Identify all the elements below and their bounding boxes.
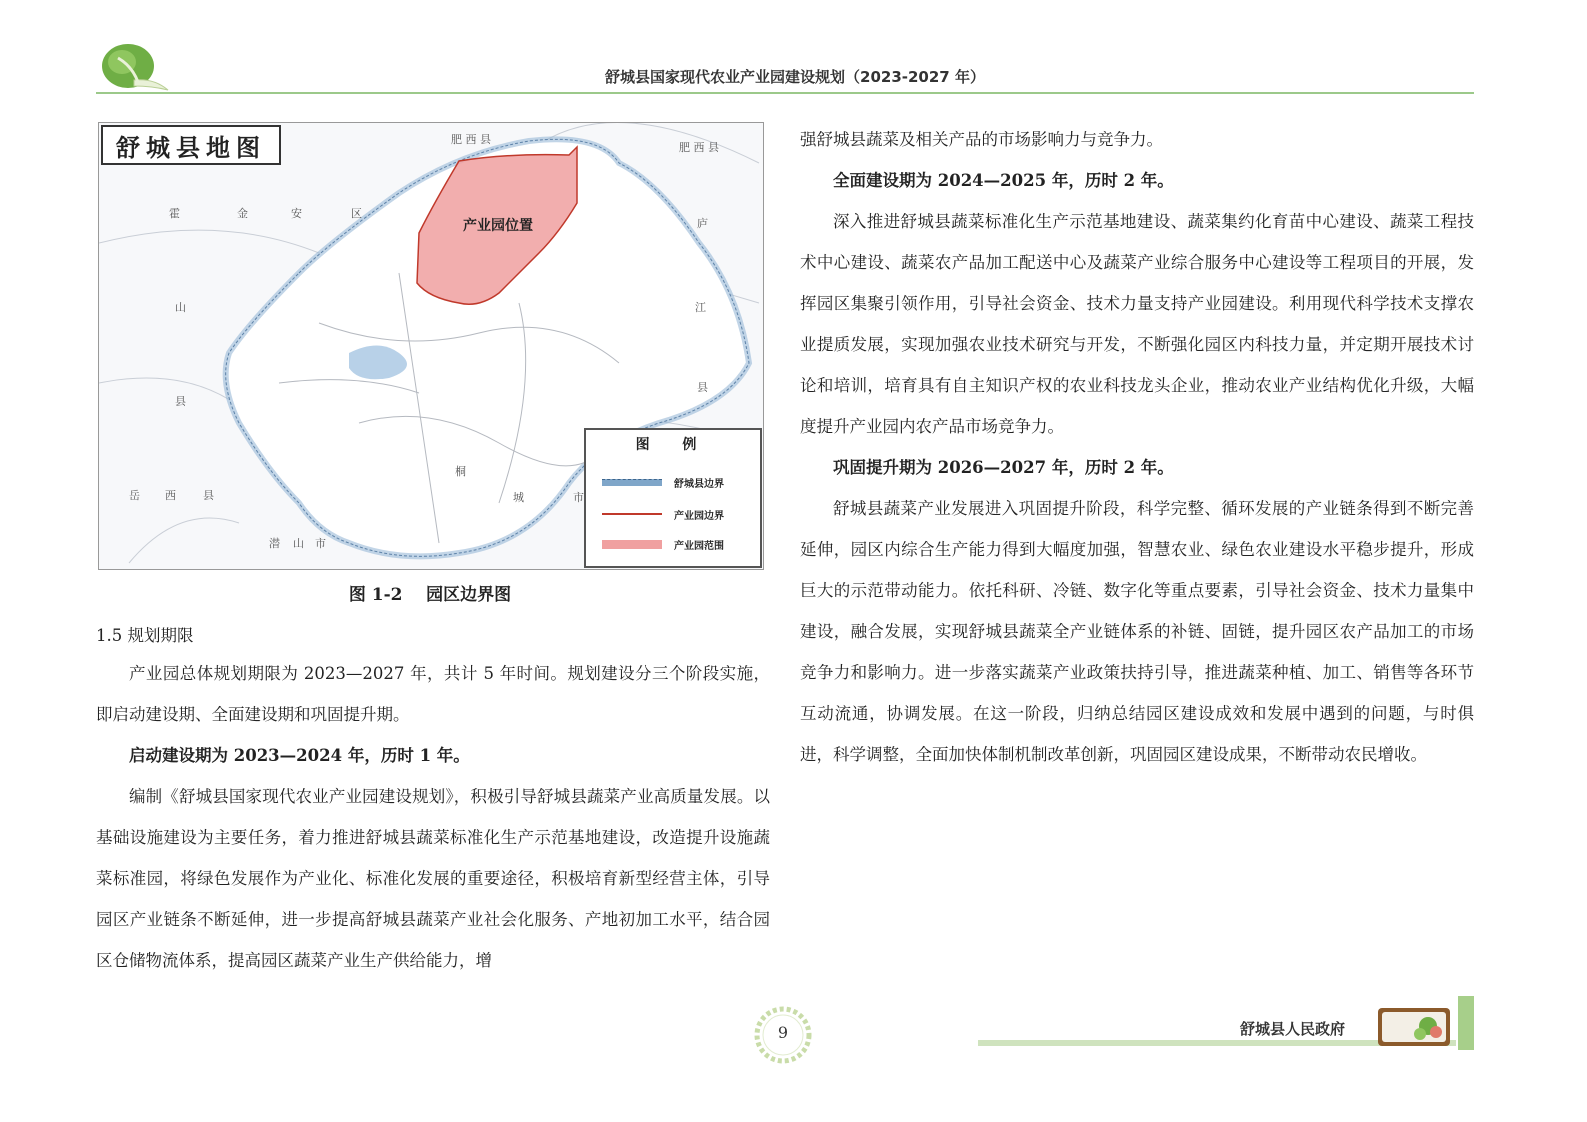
paragraph-startup: 编制《舒城县国家现代农业产业园建设规划》，积极引导舒城县蔬菜产业高质量发展。以基础设施建设为主要任务，着力推进舒城县蔬菜标准化生产示范基地建设，改造提升设施蔬菜标准园，将绿色发展作为产业化、标准化发展的重要途径，积极培育新型经营主体，引导园区产业链条不断延伸，进一步提高舒城县蔬菜产业社会化服务、产地初加工水平，结合园区仓储物流体系，提高园区蔬菜产业生产供给能力，增 (96, 787, 770, 970)
legend-label: 产业园范围 (674, 540, 724, 552)
legend-item-county-boundary (602, 474, 752, 490)
header-divider (96, 92, 1474, 94)
map-region-label: 城 (513, 491, 524, 504)
header-title: 舒城县国家现代农业产业园建设规划（2023-2027 年） (605, 68, 985, 86)
park-area-swatch (602, 540, 662, 549)
map-region-label: 县 (697, 381, 708, 394)
park-location-label: 产业园位置 (463, 218, 533, 234)
legend-label: 产业园边界 (674, 510, 724, 522)
map-region-label: 桐 (455, 465, 466, 478)
legend-label: 舒城县边界 (674, 478, 724, 490)
map-region-label: 山 (293, 537, 304, 550)
phase-heading-consolidation: 巩固提升期为 2026—2027 年，历时 2 年。 (833, 458, 1174, 477)
footer-organization: 舒城县人民政府 (1240, 1020, 1346, 1038)
map-region-label: 区 (351, 207, 362, 220)
paragraph-overview: 产业园总体规划期限为 2023—2027 年，共计 5 年时间。规划建设分三个阶段实施，即启动建设期、全面建设期和巩固提升期。 (96, 664, 770, 724)
bok-choy-icon (98, 36, 172, 94)
paragraph-full: 深入推进舒城县蔬菜标准化生产示范基地建设、蔬菜集约化育苗中心建设、蔬菜工程技术中心建设、蔬菜农产品加工配送中心及蔬菜产业综合服务中心建设等工程项目的开展，发挥园区集聚引领作用，引导社会资金、技术力量支持产业园建设。利用现代科学技术支撑农业提质发展，实现加强农业技术研究与开发，不断强化园区内科技力量，并定期开展技术讨论和培训，培育具有自主知识产权的农业科技龙头企业，推动农业产业结构优化升级，大幅度提升产业园内农产品市场竞争力。 (800, 212, 1474, 436)
map-region-label: 山 (175, 301, 186, 314)
paragraph-consolidation: 舒城县蔬菜产业发展进入巩固提升阶段，科学完整、循环发展的产业链条得到不断完善延伸，园区内综合生产能力得到大幅度加强，智慧农业、绿色农业建设水平稳步提升，形成巨大的示范带动能力。依托科研、冷链、数字化等重点要素，引导社会资金、技术力量集中建设，融合发展，实现舒城县蔬菜全产业链体系的补链、固链，提升园区农产品加工的市场竞争力和影响力。进一步落实蔬菜产业政策扶持引导，推进蔬菜种植、加工、销售等各环节互动流通，协调发展。在这一阶段，归纳总结园区建设成效和发展中遇到的问题，与时俱进，科学调整，全面加快体制机制改革创新，巩固园区建设成果，不断带动农民增收。 (800, 499, 1474, 764)
section-title: 1.5 规划期限 (96, 626, 194, 645)
county-boundary-swatch (602, 479, 662, 486)
map-region-label: 金 (237, 207, 248, 220)
page-number: 9 (777, 1023, 789, 1042)
legend-item-park-boundary (602, 506, 752, 522)
park-boundary-swatch (602, 513, 662, 515)
map-region-label: 潜 (269, 537, 280, 550)
map-region-label: 肥 西 县 (451, 133, 491, 146)
phase-heading-startup: 启动建设期为 2023—2024 年，历时 1 年。 (129, 746, 470, 765)
map-region-label: 县 (203, 489, 214, 502)
phase-heading-full: 全面建设期为 2024—2025 年，历时 2 年。 (833, 171, 1174, 190)
map-region-label: 江 (695, 301, 706, 314)
map-region-label: 县 (175, 395, 186, 408)
figure-caption: 图 1-2 园区边界图 (348, 585, 512, 605)
map-region-label: 市 (573, 491, 584, 504)
map-title: 舒城县地图 (101, 125, 281, 165)
map-region-label: 肥 西 县 (679, 141, 719, 154)
map-region-label: 安 (291, 207, 302, 220)
map-region-label: 市 (315, 537, 326, 550)
map-region-label: 霍 (169, 207, 180, 220)
map-region-label: 庐 (697, 217, 708, 230)
paragraph-continued: 强舒城县蔬菜及相关产品的市场影响力与竞争力。 (800, 130, 1163, 149)
footer-accent-bar (1458, 996, 1474, 1050)
map-legend (584, 428, 762, 568)
map-region-label: 岳 (129, 489, 140, 502)
county-map (98, 122, 764, 570)
legend-title: 图 例 (635, 437, 711, 453)
vegetable-basket-icon (1376, 1004, 1452, 1048)
legend-item-park-area (602, 536, 752, 552)
map-region-label: 西 (165, 489, 176, 502)
